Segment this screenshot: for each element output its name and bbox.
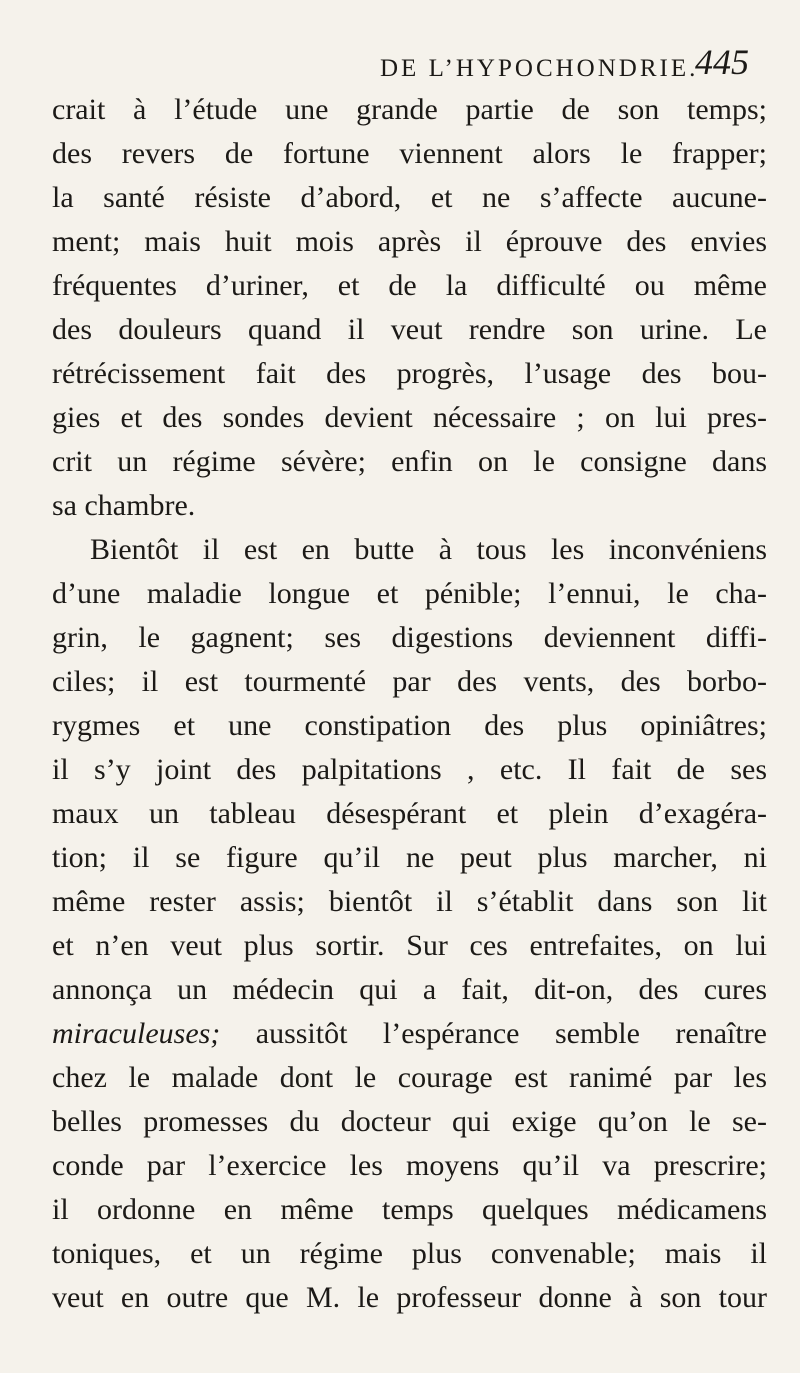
text-line: crait à l’étude une grande partie de son temps; <box>52 93 767 126</box>
text-line: crit un régime sévère; enfin on le consigne dans <box>52 445 767 478</box>
text-line: grin, le gagnent; ses digestions deviennent diffi- <box>52 621 767 654</box>
text-run: aussitôt l’espérance semble renaître <box>220 1017 767 1050</box>
text-line: annonça un médecin qui a fait, dit-on, des cures <box>52 973 767 1006</box>
text-line: veut en outre que M. le professeur donne à son tour <box>52 1281 767 1314</box>
text-line: et n’en veut plus sortir. Sur ces entrefaites, on lui <box>52 929 767 962</box>
text-line: même rester assis; bientôt il s’établit dans son lit <box>52 885 767 918</box>
text-line: ment; mais huit mois après il éprouve des envies <box>52 225 767 258</box>
italic-phrase: miraculeuses; <box>52 1017 221 1050</box>
text-line: d’une maladie longue et pénible; l’ennui, le cha- <box>52 577 767 610</box>
text-line: il s’y joint des palpitations , etc. Il fait de ses <box>52 753 767 786</box>
text-line: rétrécissement fait des progrès, l’usage des bou- <box>52 357 767 390</box>
text-line: gies et des sondes devient nécessaire ; on lui pres- <box>52 401 767 434</box>
text-line <box>52 1012 767 1056</box>
text-line: sa chambre. <box>52 489 196 522</box>
text-line: des douleurs quand il veut rendre son urine. Le <box>52 313 767 346</box>
text-line: conde par l’exercice les moyens qu’il va prescrire; <box>52 1149 767 1182</box>
text-line: des revers de fortune viennent alors le frapper; <box>52 137 767 170</box>
text-line: toniques, et un régime plus convenable; mais il <box>52 1237 767 1270</box>
text-line: belles promesses du docteur qui exige qu’on le se- <box>52 1105 767 1138</box>
page-number: 445 <box>695 42 749 82</box>
text-line: chez le malade dont le courage est ranimé par les <box>52 1061 767 1094</box>
text-line: la santé résiste d’abord, et ne s’affecte aucune- <box>52 181 767 214</box>
text-line: maux un tableau désespérant et plein d’exagéra- <box>52 797 767 830</box>
text-line: fréquentes d’uriner, et de la difficulté ou même <box>52 269 767 302</box>
text-line: rygmes et une constipation des plus opiniâtres; <box>52 709 767 742</box>
running-header: DE L’HYPOCHONDRIE. <box>380 55 699 82</box>
text-line: tion; il se figure qu’il ne peut plus marcher, ni <box>52 841 767 874</box>
paragraph-start-line: Bientôt il est en butte à tous les inconvéniens <box>90 533 767 566</box>
text-line: ciles; il est tourmenté par des vents, des borbo- <box>52 665 767 698</box>
text-line: il ordonne en même temps quelques médicamens <box>52 1193 767 1226</box>
